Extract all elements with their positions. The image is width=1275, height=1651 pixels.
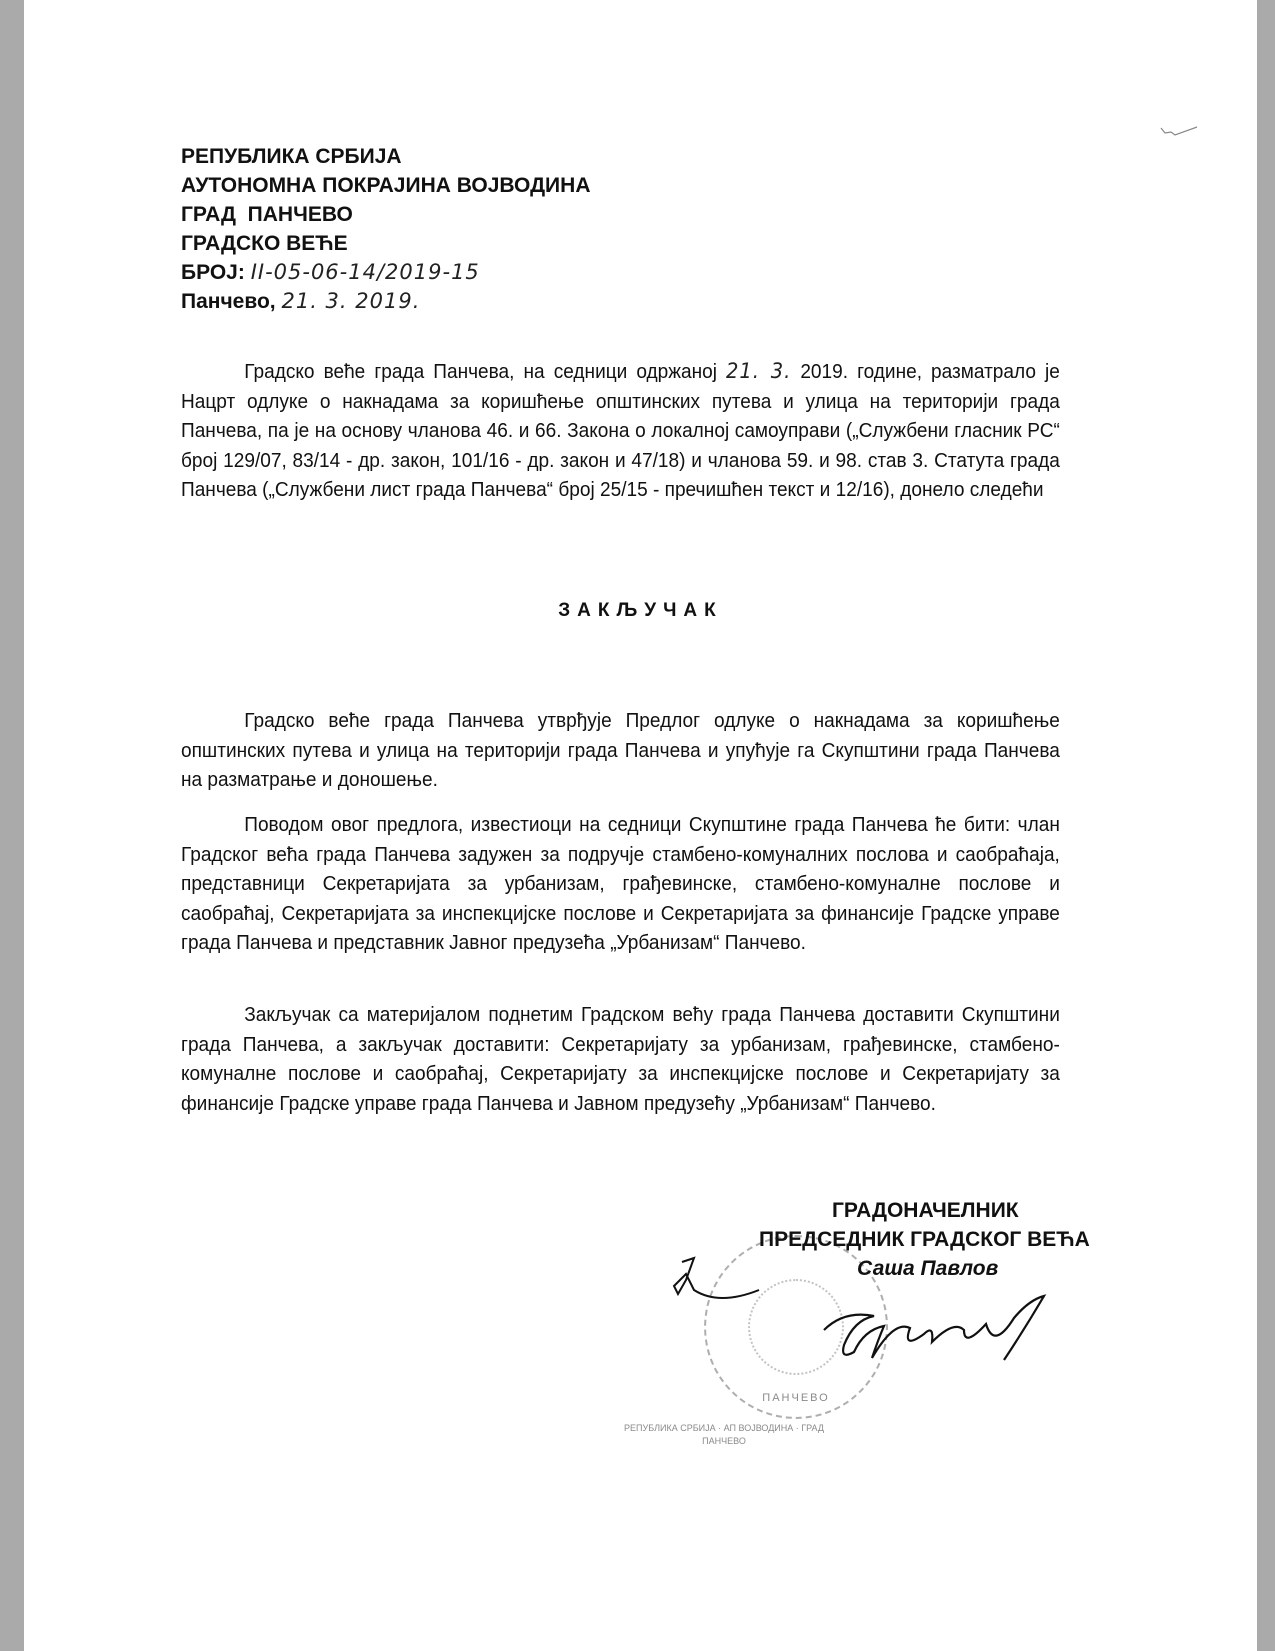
document-page — [24, 0, 1257, 1651]
pen-mark-icon — [1159, 124, 1199, 138]
number-value: II-05-06-14/2019-15 — [250, 260, 480, 284]
header-council: ГРАДСКО ВЕЋЕ — [181, 232, 348, 255]
body-paragraph-3 — [181, 1000, 1060, 1118]
intro-handwritten-date: 21. 3. — [726, 359, 792, 383]
paragraph-text: Закључак са материјалом поднетим Градском већу града Панчева доставити Скупштини града Панчева, а закључак доставити: Секретаријату за урбанизам, грађевинске, стамбено-комуналне послове и саобраћај, Секретаријату за инспекцијске послове и Секретаријату за финансије Градске управе града Панчева и Јавном предузећу „Урбанизам“ Панчево. — [181, 1003, 1060, 1115]
initials-signature-icon — [664, 1250, 764, 1320]
place-label: Панчево, — [181, 290, 276, 313]
body-paragraph-1 — [181, 706, 1060, 795]
intro-paragraph — [181, 357, 1060, 505]
date-value: 21. 3. 2019. — [281, 289, 421, 313]
signature-block — [759, 1196, 1119, 1283]
document-header — [181, 142, 590, 316]
signature-title-mayor: ГРАДОНАЧЕЛНИК — [832, 1199, 1019, 1222]
stamp-center-label: ПАНЧЕВО — [762, 1392, 830, 1404]
stamp-ring-label: РЕПУБЛИКА СРБИЈА · АП ВОЈВОДИНА · ГРАД ПАНЧЕВО — [624, 1423, 824, 1446]
signature-name: Саша Павлов — [857, 1257, 999, 1280]
signature-title-president: ПРЕДСЕДНИК ГРАДСКОГ ВЕЋА — [759, 1228, 1090, 1251]
handwritten-signature-icon — [814, 1290, 1054, 1375]
header-city: ГРАД ПАНЧЕВО — [181, 203, 353, 226]
paragraph-text: Поводом овог предлога, известиоци на седници Скупштине града Панчева ће бити: члан Градског већа града Панчева задужен за подручје стамбено-комуналних послова и саобраћаја, представници Секретаријата за урбанизам, грађевинске, стамбено-комуналне послове и саобраћај, Секретаријата за инспекцијске послове и Секретаријата за финансије Градске управе града Панчева и представник Јавног предузећа „Урбанизам“ Панчево. — [181, 813, 1060, 954]
document-title: ЗАКЉУЧАК — [558, 600, 723, 621]
number-label: БРОЈ: — [181, 261, 245, 284]
paragraph-text: Градско веће града Панчева утврђује Предлог одлуке о накнадама за коришћење општинских путева и улица на територији града Панчева и упућује га Скупштини града Панчева на разматрање и доношење. — [181, 709, 1060, 791]
intro-text-before: Градско веће града Панчева, на седници одржаној — [244, 360, 727, 383]
header-province: АУТОНОМНА ПОКРАЈИНА ВОЈВОДИНА — [181, 174, 591, 197]
body-paragraph-2 — [181, 810, 1060, 958]
header-place-date — [181, 287, 590, 316]
header-republic: РЕПУБЛИКА СРБИЈА — [181, 145, 402, 168]
header-number — [181, 258, 590, 287]
intro-text-after: 2019. године, разматрало је Нацрт одлуке о накнадама за коришћење општинских путева и улица на територији града Панчева, па је на основу чланова 46. и 66. Закона о локалној самоуправи („Службени гласник РС“ број 129/07, 83/14 - др. закон, 101/16 - др. закон и 47/18) и чланова 59. и 98. став 3. Статута града Панчева („Службени лист града Панчева“ број 25/15 - пречишћен текст и 12/16), донело следећи — [181, 360, 1060, 501]
